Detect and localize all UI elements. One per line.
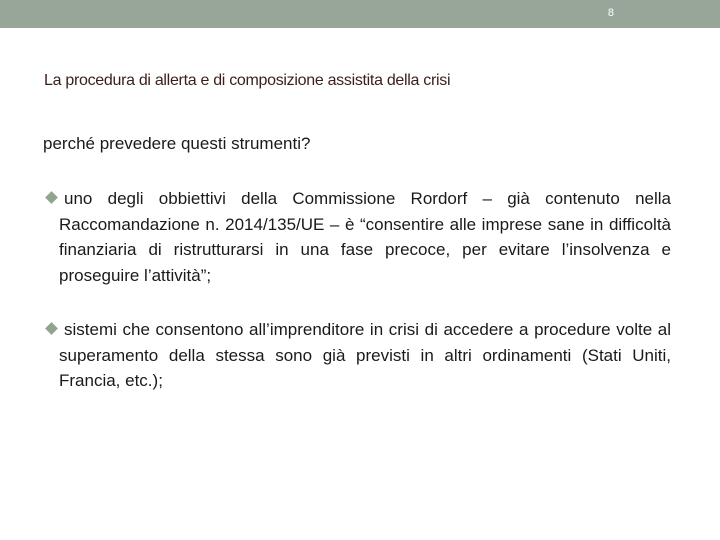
diamond-bullet-icon [45, 191, 58, 204]
diamond-bullet-icon [45, 322, 58, 335]
bullet-text: sistemi che consentono all’imprenditore in crisi di accedere a procedure volte al superamento della stessa sono già previsti in altri ordinamenti (Stati Uniti, Francia, etc.); [59, 320, 671, 390]
bullet-item-1 [44, 186, 671, 288]
question-text: perché prevedere questi strumenti? [43, 134, 311, 153]
top-bar [0, 0, 720, 28]
slide-number: 8 [607, 7, 614, 19]
bullet-item-2 [44, 317, 671, 394]
bullet-text: uno degli obbiettivi della Commissione Rordorf – già contenuto nella Raccomandazione n. 2014/135/UE – è “consentire alle imprese sane in difficoltà finanziaria di ristrutturarsi in una fase precoce, per evitare l’insolvenza e proseguire l’attività”; [59, 189, 671, 285]
slide-title: La procedura di allerta e di composizione assistita della crisi [44, 72, 451, 89]
